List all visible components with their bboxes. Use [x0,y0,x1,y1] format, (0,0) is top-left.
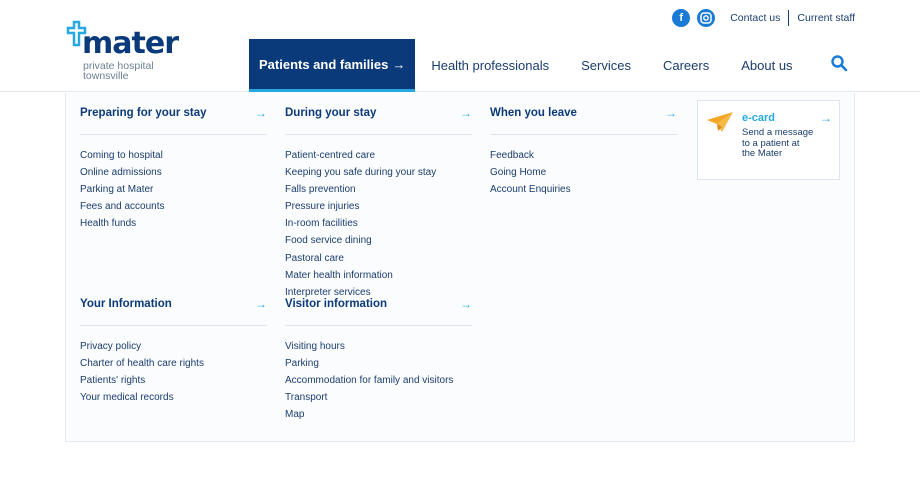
menu-link[interactable]: Food service dining [285,235,372,247]
ecard-promo[interactable] [697,100,840,180]
menu-link[interactable]: Coming to hospital [80,150,163,161]
menu-list [490,147,677,198]
mater-logo[interactable] [66,20,176,82]
menu-link[interactable]: Online admissions [80,167,162,179]
menu-link[interactable]: Account Enquiries [490,184,571,196]
nav-about-us[interactable]: About us [741,58,793,73]
menu-column-when-you-leave [490,107,677,198]
column-title: Your Information [80,298,172,310]
nav-label: Patients and families [259,56,389,72]
main-nav [249,39,809,92]
menu-column-preparing [80,107,267,232]
nav-careers[interactable]: Careers [662,58,710,73]
instagram-icon[interactable] [697,9,715,27]
utility-bar [672,9,855,27]
logo-wordmark: mater [82,26,178,61]
menu-link[interactable]: Pastoral care [285,252,344,264]
utility-divider [788,10,789,26]
facebook-icon[interactable]: f [672,9,690,27]
column-title: When you leave [490,107,577,119]
column-title: Preparing for your stay [80,107,207,119]
column-header[interactable] [285,107,472,135]
menu-link[interactable]: Keeping you safe during your stay [285,167,437,179]
menu-link[interactable]: Map [285,409,305,421]
current-staff-link[interactable]: Current staff [797,12,855,24]
arrow-right-icon: → [255,106,267,120]
menu-link[interactable]: Privacy policy [80,341,142,352]
instagram-glyph-icon [700,12,712,24]
menu-list [285,147,472,301]
menu-list [285,338,472,423]
menu-list [80,338,267,406]
arrow-right-icon: → [460,297,472,311]
site-header [0,0,920,92]
column-header[interactable] [285,298,472,326]
menu-link[interactable]: Accommodation for family and visitors [285,375,454,387]
column-header[interactable] [490,107,677,135]
logo-subtitle-2: townsville [83,70,129,82]
nav-patients-and-families[interactable] [249,39,415,92]
column-header[interactable] [80,298,267,326]
menu-link[interactable]: Transport [285,392,328,404]
contact-us-link[interactable]: Contact us [730,12,781,24]
mega-menu [65,93,855,442]
menu-link[interactable]: Health funds [80,218,137,230]
menu-link[interactable]: Parking [285,358,319,370]
menu-link[interactable]: Patients' rights [80,375,146,387]
arrow-right-icon: → [665,106,677,120]
nav-services[interactable]: Services [581,58,631,73]
menu-link[interactable]: In-room facilities [285,218,358,230]
menu-column-during [285,107,472,301]
menu-link[interactable]: Mater health information [285,269,393,281]
column-header[interactable] [80,107,267,135]
arrow-right-icon: → [255,297,267,311]
ecard-title: e-card [742,112,776,124]
paper-plane-icon [706,111,734,133]
menu-column-your-information [80,298,267,406]
ecard-description: Send a message to a patient at the Mater [742,127,814,159]
arrow-right-icon: → [820,111,832,125]
menu-link[interactable]: Feedback [490,150,534,161]
search-icon[interactable] [830,54,848,72]
logo-subtitle-1: private hospital [83,60,154,72]
column-title: Visitor information [285,298,388,310]
nav-health-professionals[interactable]: Health professionals [431,58,550,73]
menu-link[interactable]: Patient-centred care [285,150,376,161]
menu-link[interactable]: Charter of health care rights [80,358,204,370]
arrow-right-icon: → [392,56,406,72]
menu-link[interactable]: Falls prevention [285,184,356,196]
menu-list [80,147,267,232]
menu-link[interactable]: Pressure injuries [285,201,360,213]
menu-link[interactable]: Your medical records [80,392,174,404]
column-title: During your stay [285,107,377,119]
menu-link[interactable]: Going Home [490,167,547,179]
menu-link[interactable]: Parking at Mater [80,184,154,196]
menu-column-visitor-information [285,298,472,423]
arrow-right-icon: → [460,106,472,120]
menu-link[interactable]: Fees and accounts [80,201,165,213]
menu-link[interactable]: Interpreter services [285,286,371,298]
menu-link[interactable]: Visiting hours [285,341,345,352]
